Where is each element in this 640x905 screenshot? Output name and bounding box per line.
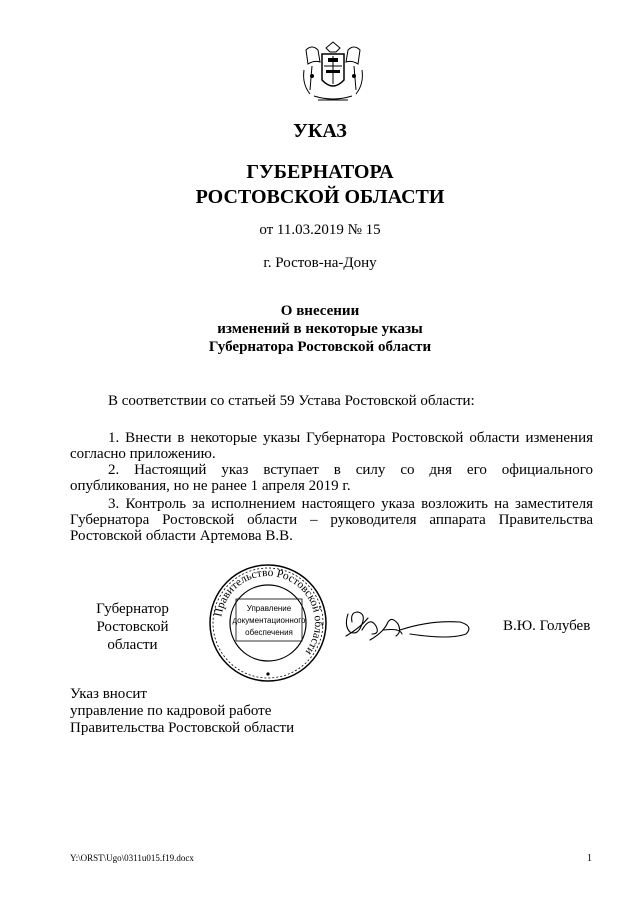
submitted-by bbox=[70, 686, 294, 737]
coat-of-arms-emblem bbox=[298, 40, 368, 106]
item-2: 2. Настоящий указ вступает в силу со дня его официального опубликования, но не ранее 1 апреля 2019 г. bbox=[70, 462, 593, 494]
signatory-title-line-2: Ростовской области bbox=[96, 619, 169, 653]
signatory-title bbox=[70, 600, 195, 654]
official-stamp bbox=[208, 563, 328, 685]
signatory-title-line-1: Губернатор bbox=[96, 601, 169, 617]
file-path: Y:\ORST\Ugo\0311u015.f19.docx bbox=[70, 853, 194, 863]
submitted-by-line-1: Указ вносит bbox=[70, 686, 147, 702]
document-date-number: от 11.03.2019 № 15 bbox=[259, 222, 381, 238]
item-3: 3. Контроль за исполнением настоящего указа возложить на заместителя Губернатора Ростовской области – руководителя аппарата Правительства Ростовской области Артемова В.В. bbox=[70, 496, 593, 544]
stamp-center-line-1: Управление bbox=[246, 604, 292, 613]
authority-line-1: ГУБЕРНАТОРА bbox=[246, 161, 394, 183]
stamp-center-line-3: обеспечения bbox=[245, 628, 293, 637]
subject-line-1: О внесении bbox=[280, 303, 360, 319]
subject-line-2: изменений в некоторые указы bbox=[217, 321, 423, 337]
page-number: 1 bbox=[587, 853, 592, 864]
stamp-ring-text: Правительство Ростовской области bbox=[212, 566, 325, 658]
submitted-by-line-3: Правительства Ростовской области bbox=[70, 720, 295, 736]
document-city: г. Ростов-на-Дону bbox=[263, 255, 377, 271]
issuing-authority bbox=[0, 160, 640, 210]
handwritten-signature bbox=[340, 600, 475, 650]
stamp-center-line-2: документационного bbox=[232, 616, 306, 625]
preamble: В соответствии со статьей 59 Устава Ростовской области: bbox=[108, 393, 475, 409]
item-1: 1. Внести в некоторые указы Губернатора Ростовской области изменения согласно приложению. bbox=[70, 430, 593, 462]
subject-line-3: Губернатора Ростовской области bbox=[208, 339, 432, 355]
submitted-by-line-2: управление по кадровой работе bbox=[70, 703, 272, 719]
signatory-name: В.Ю. Голубев bbox=[503, 618, 591, 634]
document-type: УКАЗ bbox=[293, 120, 347, 142]
authority-line-2: РОСТОВСКОЙ ОБЛАСТИ bbox=[195, 186, 445, 208]
document-subject bbox=[0, 302, 640, 356]
